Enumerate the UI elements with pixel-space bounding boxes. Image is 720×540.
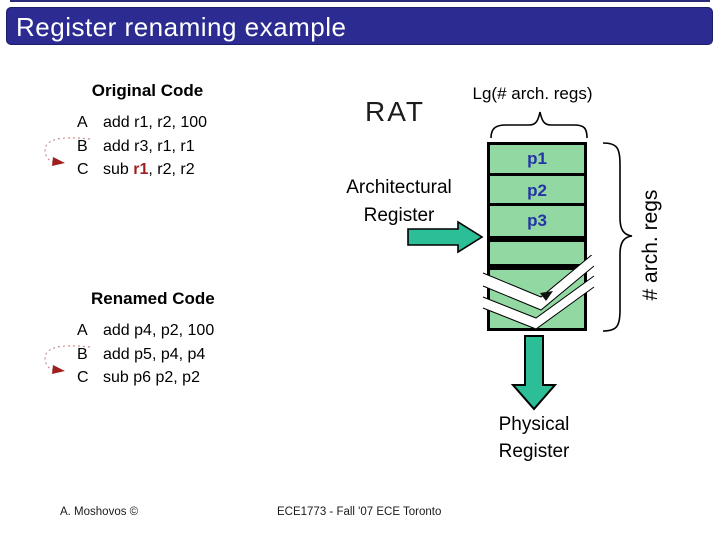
rat-height-label: # arch. regs bbox=[639, 189, 662, 301]
line-label: B bbox=[77, 346, 88, 363]
line-label: C bbox=[77, 161, 89, 178]
instruction-text: , r2, r2 bbox=[148, 161, 195, 178]
rat-width-label: Lg(# arch. regs) bbox=[472, 84, 593, 103]
slide-frame-top-line bbox=[10, 0, 710, 2]
rat-entry-p3: p3 bbox=[527, 211, 547, 230]
instruction-text: sub p6 p2, p2 bbox=[103, 369, 200, 386]
rat-entry-p1: p1 bbox=[527, 149, 547, 168]
instruction-text: add p5, p4, p4 bbox=[103, 346, 206, 363]
renamed-code-line-b bbox=[77, 346, 205, 364]
row-separator bbox=[490, 173, 584, 176]
original-code-line-a bbox=[77, 114, 207, 132]
dependency-arrow-icon bbox=[36, 134, 96, 170]
original-code-heading: Original Code bbox=[91, 81, 204, 100]
footer-author: A. Moshovos © bbox=[60, 506, 139, 518]
row-separator bbox=[490, 236, 584, 242]
line-label: A bbox=[77, 322, 88, 339]
rat-label: RAT bbox=[365, 96, 425, 127]
line-label: C bbox=[77, 369, 89, 386]
slide-title: Register renaming example bbox=[16, 12, 347, 42]
top-brace-icon bbox=[487, 106, 591, 142]
right-brace-icon bbox=[600, 140, 636, 334]
arch-register-arrow-icon bbox=[405, 219, 485, 255]
instruction-text: add p4, p2, 100 bbox=[103, 322, 215, 339]
architectural-register-line2: Register bbox=[363, 205, 435, 226]
physical-register-arrow-icon bbox=[505, 333, 567, 413]
line-label: A bbox=[77, 114, 88, 131]
rat-entry-p2: p2 bbox=[527, 181, 547, 200]
architectural-register-line1: Architectural bbox=[346, 177, 452, 198]
physical-register-line1: Physical bbox=[498, 414, 570, 435]
instruction-text: add r3, r1, r1 bbox=[103, 138, 195, 155]
title-bar bbox=[6, 7, 713, 45]
footer-course: ECE1773 - Fall '07 ECE Toronto bbox=[277, 506, 442, 518]
highlighted-register: r1 bbox=[133, 161, 149, 178]
dependency-arrow-icon bbox=[36, 342, 96, 378]
table-break-zigzag-icon bbox=[480, 255, 600, 335]
instruction-text: sub bbox=[103, 161, 134, 178]
renamed-code-line-a bbox=[77, 322, 214, 340]
row-separator bbox=[490, 203, 584, 206]
physical-register-label bbox=[474, 411, 594, 465]
line-label: B bbox=[77, 138, 88, 155]
physical-register-line2: Register bbox=[498, 441, 570, 462]
renamed-code-heading: Renamed Code bbox=[91, 289, 215, 308]
instruction-text: add r1, r2, 100 bbox=[103, 114, 208, 131]
